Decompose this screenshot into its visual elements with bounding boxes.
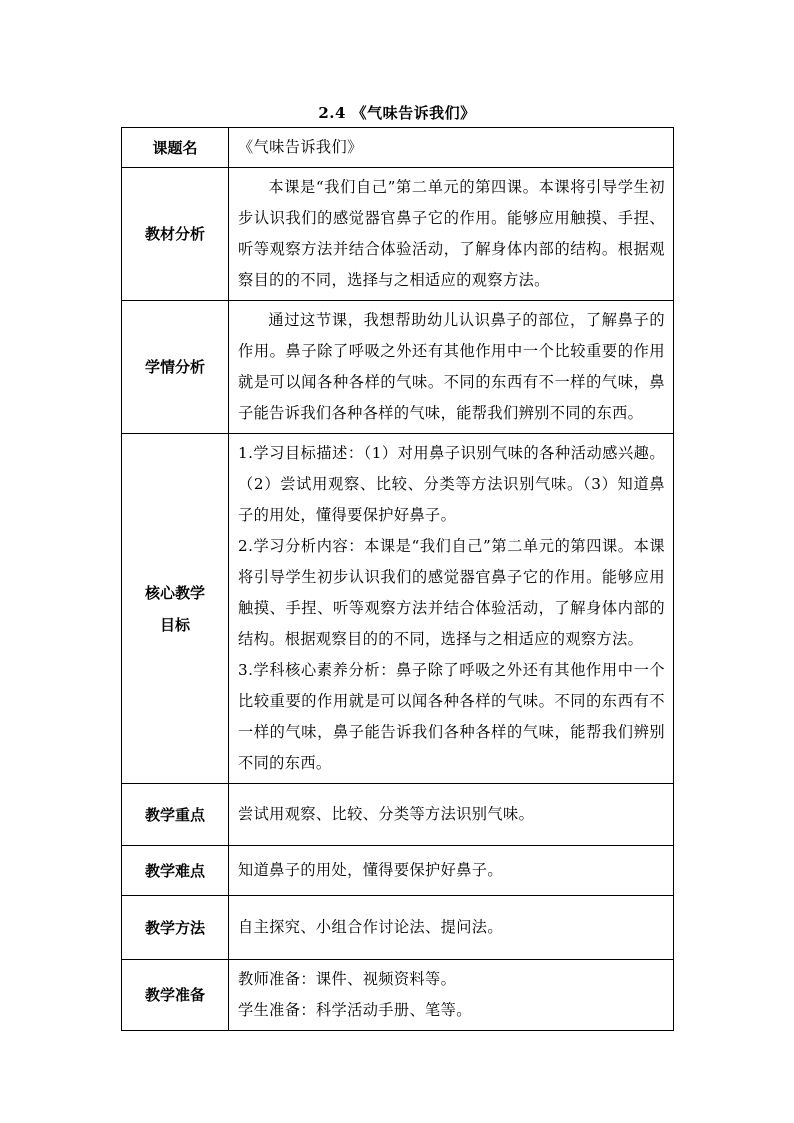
row-label: 学情分析 — [122, 301, 229, 434]
row-content — [229, 896, 674, 960]
row-label-line: 核心教学 — [144, 583, 205, 602]
content-paragraph: 3.学科核心素养分析：鼻子除了呼吸之外还有其他作用中一个比较重要的作用就是可以闻各种各样的气味。不同的东西有不一样的气味，鼻子能告诉我们各种各样的气味，能帮我们辨别不同的东西。 — [238, 661, 665, 772]
content-paragraph: 自主探究、小组合作讨论法、提问法。 — [238, 918, 503, 936]
table-row — [122, 846, 674, 896]
content-paragraph: 尝试用观察、比较、分类等方法识别气味。 — [238, 805, 535, 823]
content-paragraph: 《气味告诉我们》 — [238, 138, 363, 156]
table-row — [122, 128, 674, 168]
table-row — [122, 960, 674, 1031]
row-content — [229, 434, 674, 784]
row-label: 教学准备 — [122, 960, 229, 1031]
row-label: 课题名 — [122, 128, 229, 168]
row-label: 教学难点 — [122, 846, 229, 896]
table-row — [122, 434, 674, 784]
table-row — [122, 784, 674, 846]
row-content — [229, 960, 674, 1031]
document-title: 2.4 《气味告诉我们》 — [318, 104, 476, 122]
lesson-plan-table — [121, 127, 674, 1031]
row-content — [229, 301, 674, 434]
content-paragraph: 1.学习目标描述：（1）对用鼻子识别气味的各种活动感兴趣。（2）尝试用观察、比较、分类等方法识别气味。（3）知道鼻子的用处，懂得要保护好鼻子。 — [238, 444, 665, 524]
row-label-line: 目标 — [159, 615, 190, 634]
content-paragraph: 本课是“我们自己”第二单元的第四课。本课将引导学生初步认识我们的感觉器官鼻子它的作用。能够应用触摸、手捏、听等观察方法并结合体验活动，了解身体内部的结构。根据观察目的的不同，选择与之相适应的观察方法。 — [238, 178, 665, 289]
content-paragraph: 学生准备：科学活动手册、笔等。 — [238, 1001, 472, 1019]
row-label: 教学重点 — [122, 784, 229, 846]
row-content — [229, 784, 674, 846]
content-paragraph: 2.学习分析内容：本课是“我们自己”第二单元的第四课。本课将引导学生初步认识我们的感觉器官鼻子它的作用。能够应用触摸、手捏、听等观察方法并结合体验活动，了解身体内部的结构。根据观察目的的不同，选择与之相适应的观察方法。 — [238, 537, 665, 648]
row-label: 教材分析 — [122, 168, 229, 301]
content-paragraph: 教师准备：课件、视频资料等。 — [238, 970, 457, 988]
table-row — [122, 896, 674, 960]
row-content — [229, 846, 674, 896]
row-content — [229, 128, 674, 168]
row-label — [122, 434, 229, 784]
table-row — [122, 301, 674, 434]
row-label: 教学方法 — [122, 896, 229, 960]
content-paragraph: 通过这节课，我想帮助幼儿认识鼻子的部位，了解鼻子的作用。鼻子除了呼吸之外还有其他作用中一个比较重要的作用就是可以闻各种各样的气味。不同的东西有不一样的气味，鼻子能告诉我们各种各样的气味，能帮我们辨别不同的东西。 — [238, 311, 665, 422]
content-paragraph: 知道鼻子的用处，懂得要保护好鼻子。 — [238, 861, 503, 879]
row-content — [229, 168, 674, 301]
table-row — [122, 168, 674, 301]
